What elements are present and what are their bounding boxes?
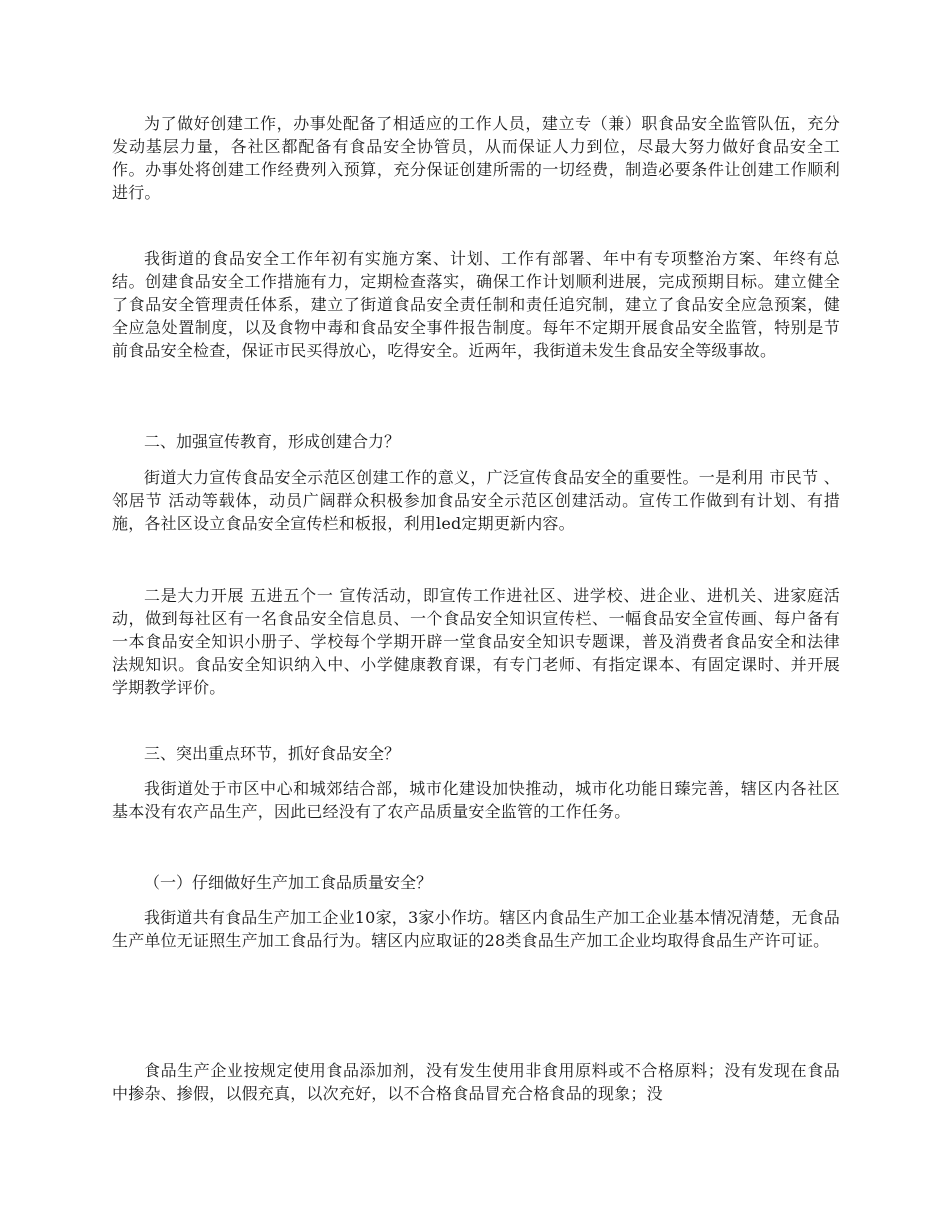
- paragraph-five-into-activities: 二是大力开展 五进五个一 宣传活动，即宣传工作进社区、进学校、进企业、进机关、进家庭活动，做到每社区有一名食品安全信息员、一个食品安全知识宣传栏、一幅食品安全宣传画、每户备有一本食品安全知识小册子、学校每个学期开辟一堂食品安全知识专题课，普及消费者食品安全和法律法规知识。食品安全知识纳入中、小学健康教育课，有专门老师、有指定课本、有固定课时、并开展学期教学评价。: [112, 586, 840, 697]
- section-heading-2: 二、加强宣传教育，形成创建合力？: [144, 432, 401, 451]
- paragraph-production-enterprises: 我街道共有食品生产加工企业10家，3家小作坊。辖区内食品生产加工企业基本情况清楚，无食品生产单位无证照生产加工食品行为。辖区内应取证的28类食品生产加工企业均取得食品生产许可证。: [112, 908, 840, 950]
- paragraph-publicity: 街道大力宣传食品安全示范区创建工作的意义，广泛宣传食品安全的重要性。一是利用 市民节 、邻居节 活动等载体，动员广阔群众积极参加食品安全示范区创建活动。宣传工作做到有计划、有措施，各社区设立食品安全宣传栏和板报，利用led定期更新内容。: [112, 468, 840, 533]
- paragraph-work-plan-responsibility: 我街道的食品安全工作年初有实施方案、计划、工作有部署、年中有专项整治方案、年终有总结。创建食品安全工作措施有力，定期检查落实，确保工作计划顺利进展，完成预期目标。建立健全了食品安全管理责任体系，建立了街道食品安全责任制和责任追究制，建立了食品安全应急预案，健全应急处置制度，以及食物中毒和食品安全事件报告制度。每年不定期开展食品安全监管，特别是节前食品安全检查，保证市民买得放心，吃得安全。近两年，我街道未发生食品安全等级事故。: [112, 249, 840, 360]
- paragraph-staffing-funding: 为了做好创建工作，办事处配备了相适应的工作人员，建立专（兼）职食品安全监管队伍，充分发动基层力量，各社区都配备有食品安全协管员，从而保证人力到位，尽最大努力做好食品安全工作。办事处将创建工作经费列入预算，充分保证创建所需的一切经费，制造必要条件让创建工作顺利进行。: [112, 114, 840, 202]
- section-heading-3: 三、突出重点环节，抓好食品安全？: [144, 744, 401, 763]
- paragraph-food-additives: 食品生产企业按规定使用食品添加剂，没有发生使用非食用原料或不合格原料；没有发现在食品中掺杂、掺假，以假充真，以次充好，以不合格食品冒充合格食品的现象；没: [112, 1061, 840, 1103]
- paragraph-district-overview: 我街道处于市区中心和城郊结合部，城市化建设加快推动，城市化功能日臻完善，辖区内各社区基本没有农产品生产，因此已经没有了农产品质量安全监管的工作任务。: [112, 779, 840, 821]
- subsection-heading-1: （一）仔细做好生产加工食品质量安全？: [144, 873, 433, 892]
